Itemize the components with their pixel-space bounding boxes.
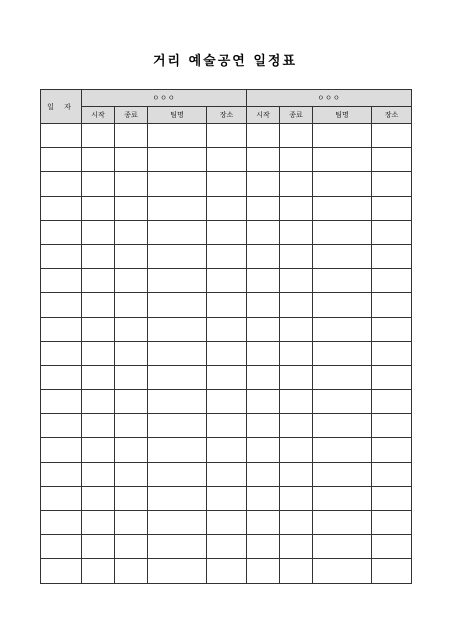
table-cell[interactable] xyxy=(247,486,280,510)
table-row xyxy=(41,390,412,414)
table-cell[interactable] xyxy=(247,535,280,559)
table-cell[interactable] xyxy=(82,462,115,486)
schedule-table xyxy=(40,89,412,584)
table-row xyxy=(41,365,412,389)
table-cell[interactable] xyxy=(280,365,313,389)
table-cell[interactable] xyxy=(313,124,372,148)
table-cell[interactable] xyxy=(82,196,115,220)
table-cell[interactable] xyxy=(82,414,115,438)
table-row xyxy=(41,148,412,172)
table-cell[interactable] xyxy=(372,486,412,510)
column-header-team: 팀명 xyxy=(313,107,372,124)
table-cell[interactable] xyxy=(148,341,207,365)
table-cell[interactable] xyxy=(247,317,280,341)
table-row xyxy=(41,414,412,438)
date-cell[interactable] xyxy=(41,269,82,293)
date-cell[interactable] xyxy=(41,462,82,486)
table-cell[interactable] xyxy=(148,438,207,462)
table-row xyxy=(41,462,412,486)
column-header-start: 시작 xyxy=(247,107,280,124)
table-cell[interactable] xyxy=(82,148,115,172)
table-cell[interactable] xyxy=(313,172,372,196)
table-cell[interactable] xyxy=(247,196,280,220)
table-cell[interactable] xyxy=(207,414,247,438)
table-cell[interactable] xyxy=(372,172,412,196)
table-cell[interactable] xyxy=(280,390,313,414)
date-cell[interactable] xyxy=(41,535,82,559)
table-cell[interactable] xyxy=(372,535,412,559)
column-header-location: 장소 xyxy=(207,107,247,124)
table-cell[interactable] xyxy=(148,390,207,414)
table-cell[interactable] xyxy=(148,317,207,341)
table-cell[interactable] xyxy=(148,172,207,196)
table-cell[interactable] xyxy=(207,317,247,341)
table-cell[interactable] xyxy=(280,124,313,148)
date-header: 일 자 xyxy=(41,90,82,124)
table-row xyxy=(41,293,412,317)
table-cell[interactable] xyxy=(207,486,247,510)
table-cell[interactable] xyxy=(247,559,280,583)
date-cell[interactable] xyxy=(41,220,82,244)
table-cell[interactable] xyxy=(372,414,412,438)
table-cell[interactable] xyxy=(372,293,412,317)
table-cell[interactable] xyxy=(247,220,280,244)
table-cell[interactable] xyxy=(313,559,372,583)
table-cell[interactable] xyxy=(207,293,247,317)
column-header-team: 팀명 xyxy=(148,107,207,124)
table-cell[interactable] xyxy=(207,196,247,220)
table-cell[interactable] xyxy=(280,196,313,220)
table-cell[interactable] xyxy=(280,462,313,486)
table-cell[interactable] xyxy=(82,438,115,462)
table-cell[interactable] xyxy=(82,341,115,365)
table-cell[interactable] xyxy=(115,535,148,559)
table-row xyxy=(41,269,412,293)
table-cell[interactable] xyxy=(148,269,207,293)
table-row xyxy=(41,511,412,535)
table-row xyxy=(41,124,412,148)
table-cell[interactable] xyxy=(313,511,372,535)
table-cell[interactable] xyxy=(148,559,207,583)
table-cell[interactable] xyxy=(82,486,115,510)
table-cell[interactable] xyxy=(148,196,207,220)
group-header-1: ㅇㅇㅇ xyxy=(82,90,247,107)
table-cell[interactable] xyxy=(82,269,115,293)
table-cell[interactable] xyxy=(115,244,148,268)
table-cell[interactable] xyxy=(207,172,247,196)
table-cell[interactable] xyxy=(247,244,280,268)
table-cell[interactable] xyxy=(313,438,372,462)
table-cell[interactable] xyxy=(148,462,207,486)
table-cell[interactable] xyxy=(148,124,207,148)
table-row xyxy=(41,438,412,462)
table-cell[interactable] xyxy=(372,438,412,462)
table-cell[interactable] xyxy=(372,220,412,244)
date-cell[interactable] xyxy=(41,559,82,583)
table-cell[interactable] xyxy=(207,390,247,414)
table-row xyxy=(41,341,412,365)
table-cell[interactable] xyxy=(148,365,207,389)
table-cell[interactable] xyxy=(82,220,115,244)
table-cell[interactable] xyxy=(82,559,115,583)
table-row xyxy=(41,559,412,583)
date-cell[interactable] xyxy=(41,244,82,268)
table-cell[interactable] xyxy=(82,535,115,559)
table-cell[interactable] xyxy=(247,269,280,293)
table-cell[interactable] xyxy=(207,220,247,244)
table-cell[interactable] xyxy=(313,148,372,172)
date-cell[interactable] xyxy=(41,365,82,389)
table-cell[interactable] xyxy=(372,196,412,220)
date-cell[interactable] xyxy=(41,172,82,196)
table-cell[interactable] xyxy=(115,317,148,341)
table-cell[interactable] xyxy=(115,390,148,414)
date-cell[interactable] xyxy=(41,196,82,220)
table-cell[interactable] xyxy=(247,462,280,486)
table-cell[interactable] xyxy=(115,293,148,317)
table-cell[interactable] xyxy=(115,172,148,196)
table-cell[interactable] xyxy=(280,341,313,365)
date-cell[interactable] xyxy=(41,390,82,414)
table-cell[interactable] xyxy=(82,293,115,317)
table-cell[interactable] xyxy=(280,559,313,583)
table-cell[interactable] xyxy=(207,559,247,583)
table-cell[interactable] xyxy=(148,511,207,535)
table-cell[interactable] xyxy=(313,196,372,220)
table-cell[interactable] xyxy=(313,462,372,486)
table-cell[interactable] xyxy=(280,293,313,317)
table-cell[interactable] xyxy=(207,535,247,559)
table-cell[interactable] xyxy=(313,220,372,244)
page-title: 거리 예술공연 일정표 xyxy=(152,54,298,69)
table-cell[interactable] xyxy=(280,269,313,293)
table-cell[interactable] xyxy=(372,511,412,535)
table-cell[interactable] xyxy=(372,148,412,172)
table-cell[interactable] xyxy=(148,535,207,559)
table-cell[interactable] xyxy=(313,365,372,389)
table-row xyxy=(41,220,412,244)
table-cell[interactable] xyxy=(313,293,372,317)
table-cell[interactable] xyxy=(207,244,247,268)
table-cell[interactable] xyxy=(247,293,280,317)
table-cell[interactable] xyxy=(207,148,247,172)
table-cell[interactable] xyxy=(115,486,148,510)
table-cell[interactable] xyxy=(247,124,280,148)
table-cell[interactable] xyxy=(372,124,412,148)
table-cell[interactable] xyxy=(115,269,148,293)
table-cell[interactable] xyxy=(280,317,313,341)
table-cell[interactable] xyxy=(148,244,207,268)
table-cell[interactable] xyxy=(372,269,412,293)
table-cell[interactable] xyxy=(115,462,148,486)
table-cell[interactable] xyxy=(247,172,280,196)
table-cell[interactable] xyxy=(372,559,412,583)
table-cell[interactable] xyxy=(207,438,247,462)
table-cell[interactable] xyxy=(115,341,148,365)
table-cell[interactable] xyxy=(148,486,207,510)
table-cell[interactable] xyxy=(82,390,115,414)
table-cell[interactable] xyxy=(115,124,148,148)
table-body xyxy=(41,124,412,584)
table-cell[interactable] xyxy=(207,124,247,148)
table-cell[interactable] xyxy=(280,172,313,196)
table-cell[interactable] xyxy=(280,244,313,268)
table-cell[interactable] xyxy=(313,317,372,341)
table-cell[interactable] xyxy=(115,414,148,438)
table-cell[interactable] xyxy=(207,341,247,365)
table-cell[interactable] xyxy=(247,414,280,438)
table-cell[interactable] xyxy=(372,244,412,268)
table-cell[interactable] xyxy=(148,293,207,317)
table-cell[interactable] xyxy=(313,341,372,365)
date-cell[interactable] xyxy=(41,414,82,438)
table-cell[interactable] xyxy=(247,438,280,462)
table-cell[interactable] xyxy=(148,148,207,172)
table-cell[interactable] xyxy=(372,462,412,486)
table-cell[interactable] xyxy=(372,317,412,341)
table-cell[interactable] xyxy=(313,535,372,559)
table-cell[interactable] xyxy=(148,414,207,438)
table-row xyxy=(41,244,412,268)
table-cell[interactable] xyxy=(82,365,115,389)
table-cell[interactable] xyxy=(82,244,115,268)
table-cell[interactable] xyxy=(148,220,207,244)
table-cell[interactable] xyxy=(280,486,313,510)
table-cell[interactable] xyxy=(82,124,115,148)
table-cell[interactable] xyxy=(372,341,412,365)
table-cell[interactable] xyxy=(280,414,313,438)
table-row xyxy=(41,486,412,510)
table-cell[interactable] xyxy=(115,438,148,462)
table-cell[interactable] xyxy=(247,148,280,172)
table-cell[interactable] xyxy=(207,511,247,535)
table-cell[interactable] xyxy=(115,220,148,244)
table-cell[interactable] xyxy=(115,196,148,220)
table-cell[interactable] xyxy=(372,365,412,389)
table-cell[interactable] xyxy=(280,148,313,172)
date-cell[interactable] xyxy=(41,317,82,341)
table-cell[interactable] xyxy=(207,462,247,486)
table-cell[interactable] xyxy=(280,438,313,462)
table-cell[interactable] xyxy=(313,269,372,293)
table-cell[interactable] xyxy=(280,535,313,559)
date-cell[interactable] xyxy=(41,438,82,462)
group-header-2: ㅇㅇㅇ xyxy=(247,90,412,107)
table-cell[interactable] xyxy=(247,341,280,365)
table-cell[interactable] xyxy=(207,365,247,389)
table-row xyxy=(41,196,412,220)
column-header-end: 종료 xyxy=(280,107,313,124)
column-header-start: 시작 xyxy=(82,107,115,124)
table-cell[interactable] xyxy=(207,269,247,293)
table-cell[interactable] xyxy=(82,511,115,535)
table-cell[interactable] xyxy=(280,220,313,244)
table-cell[interactable] xyxy=(115,559,148,583)
table-cell[interactable] xyxy=(313,244,372,268)
table-cell[interactable] xyxy=(247,365,280,389)
date-cell[interactable] xyxy=(41,124,82,148)
table-cell[interactable] xyxy=(313,414,372,438)
table-cell[interactable] xyxy=(82,172,115,196)
table-cell[interactable] xyxy=(313,390,372,414)
date-cell[interactable] xyxy=(41,341,82,365)
table-cell[interactable] xyxy=(115,148,148,172)
table-cell[interactable] xyxy=(280,511,313,535)
date-cell[interactable] xyxy=(41,148,82,172)
date-cell[interactable] xyxy=(41,486,82,510)
column-header-end: 종료 xyxy=(115,107,148,124)
table-row xyxy=(41,535,412,559)
table-cell[interactable] xyxy=(115,365,148,389)
table-row xyxy=(41,172,412,196)
table-cell[interactable] xyxy=(82,317,115,341)
table-cell[interactable] xyxy=(115,511,148,535)
table-cell[interactable] xyxy=(247,390,280,414)
table-row xyxy=(41,317,412,341)
date-cell[interactable] xyxy=(41,293,82,317)
table-cell[interactable] xyxy=(247,511,280,535)
table-cell[interactable] xyxy=(313,486,372,510)
column-header-location: 장소 xyxy=(372,107,412,124)
table-cell[interactable] xyxy=(372,390,412,414)
date-cell[interactable] xyxy=(41,511,82,535)
